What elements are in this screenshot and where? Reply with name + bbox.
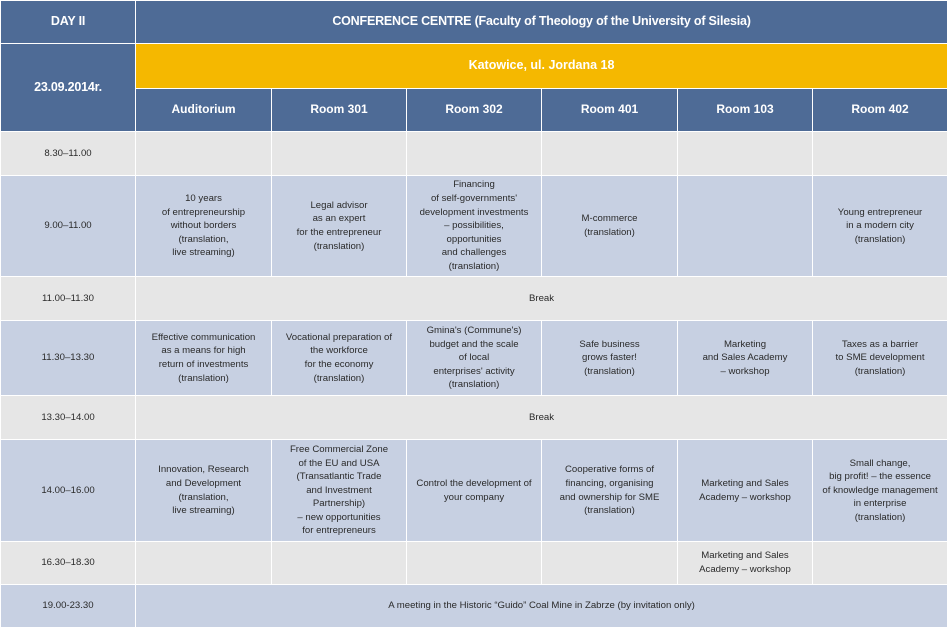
table-row [1,321,947,396]
time-slot: 14.00–16.00 [1,440,136,542]
session-cell: Free Commercial Zone of the EU and USA (Transatlantic Trade and Investment Partnership) – new opportunities for entrepreneurs [272,440,407,542]
session-cell: Legal advisor as an expert for the entrepreneur (translation) [272,176,407,277]
time-slot: 13.30–14.00 [1,396,136,440]
room-header: Room 301 [272,89,407,132]
session-cell [407,132,542,176]
session-cell: Financing of self-governments' development investments – possibilities, opportunities and challenges (translation) [407,176,542,277]
date-label: 23.09.2014r. [1,44,136,132]
venue-title: CONFERENCE CENTRE (Faculty of Theology of the University of Silesia) [136,1,947,44]
session-cell: Effective communication as a means for high return of investments (translation) [136,321,272,396]
time-slot: 19.00-23.30 [1,585,136,628]
session-cell [136,542,272,585]
location-address: Katowice, ul. Jordana 18 [136,44,947,89]
session-cell: M-commerce (translation) [542,176,678,277]
room-header: Auditorium [136,89,272,132]
room-header: Room 103 [678,89,813,132]
time-slot: 16.30–18.30 [1,542,136,585]
time-slot: 9.00–11.00 [1,176,136,277]
session-cell [678,176,813,277]
session-cell [272,132,407,176]
session-cell: Vocational preparation of the workforce for the economy (translation) [272,321,407,396]
session-cell [678,132,813,176]
location-row [1,44,947,89]
session-cell [542,542,678,585]
time-slot: 11.30–13.30 [1,321,136,396]
session-cell: Cooperative forms of financing, organising and ownership for SME (translation) [542,440,678,542]
table-row [1,132,947,176]
session-cell [136,132,272,176]
evening-event-cell: A meeting in the Historic “Guido” Coal Mine in Zabrze (by invitation only) [136,585,947,628]
room-header: Room 402 [813,89,947,132]
header-row [1,1,947,44]
time-slot: 8.30–11.00 [1,132,136,176]
table-row [1,176,947,277]
session-cell [407,542,542,585]
session-cell: Marketing and Sales Academy – workshop [678,440,813,542]
session-cell [813,542,947,585]
table-row [1,440,947,542]
session-cell [813,132,947,176]
room-header: Room 401 [542,89,678,132]
day-label: DAY II [1,1,136,44]
session-cell: Control the development of your company [407,440,542,542]
table-row [1,585,947,628]
break-cell: Break [136,396,947,440]
table-row [1,396,947,440]
session-cell: Marketing and Sales Academy – workshop [678,321,813,396]
session-cell: Marketing and Sales Academy – workshop [678,542,813,585]
time-slot: 11.00–11.30 [1,277,136,321]
session-cell [272,542,407,585]
session-cell: Young entrepreneur in a modern city (translation) [813,176,947,277]
session-cell: 10 years of entrepreneurship without borders (translation, live streaming) [136,176,272,277]
session-cell: Innovation, Research and Development (translation, live streaming) [136,440,272,542]
session-cell: Small change, big profit! – the essence of knowledge management in enterprise (translation) [813,440,947,542]
table-row [1,277,947,321]
rooms-row [1,89,947,132]
break-cell: Break [136,277,947,321]
session-cell: Gmina's (Commune's) budget and the scale of local enterprises' activity (translation) [407,321,542,396]
session-cell: Safe business grows faster! (translation) [542,321,678,396]
session-cell [542,132,678,176]
session-cell: Taxes as a barrier to SME development (translation) [813,321,947,396]
table-row [1,542,947,585]
room-header: Room 302 [407,89,542,132]
